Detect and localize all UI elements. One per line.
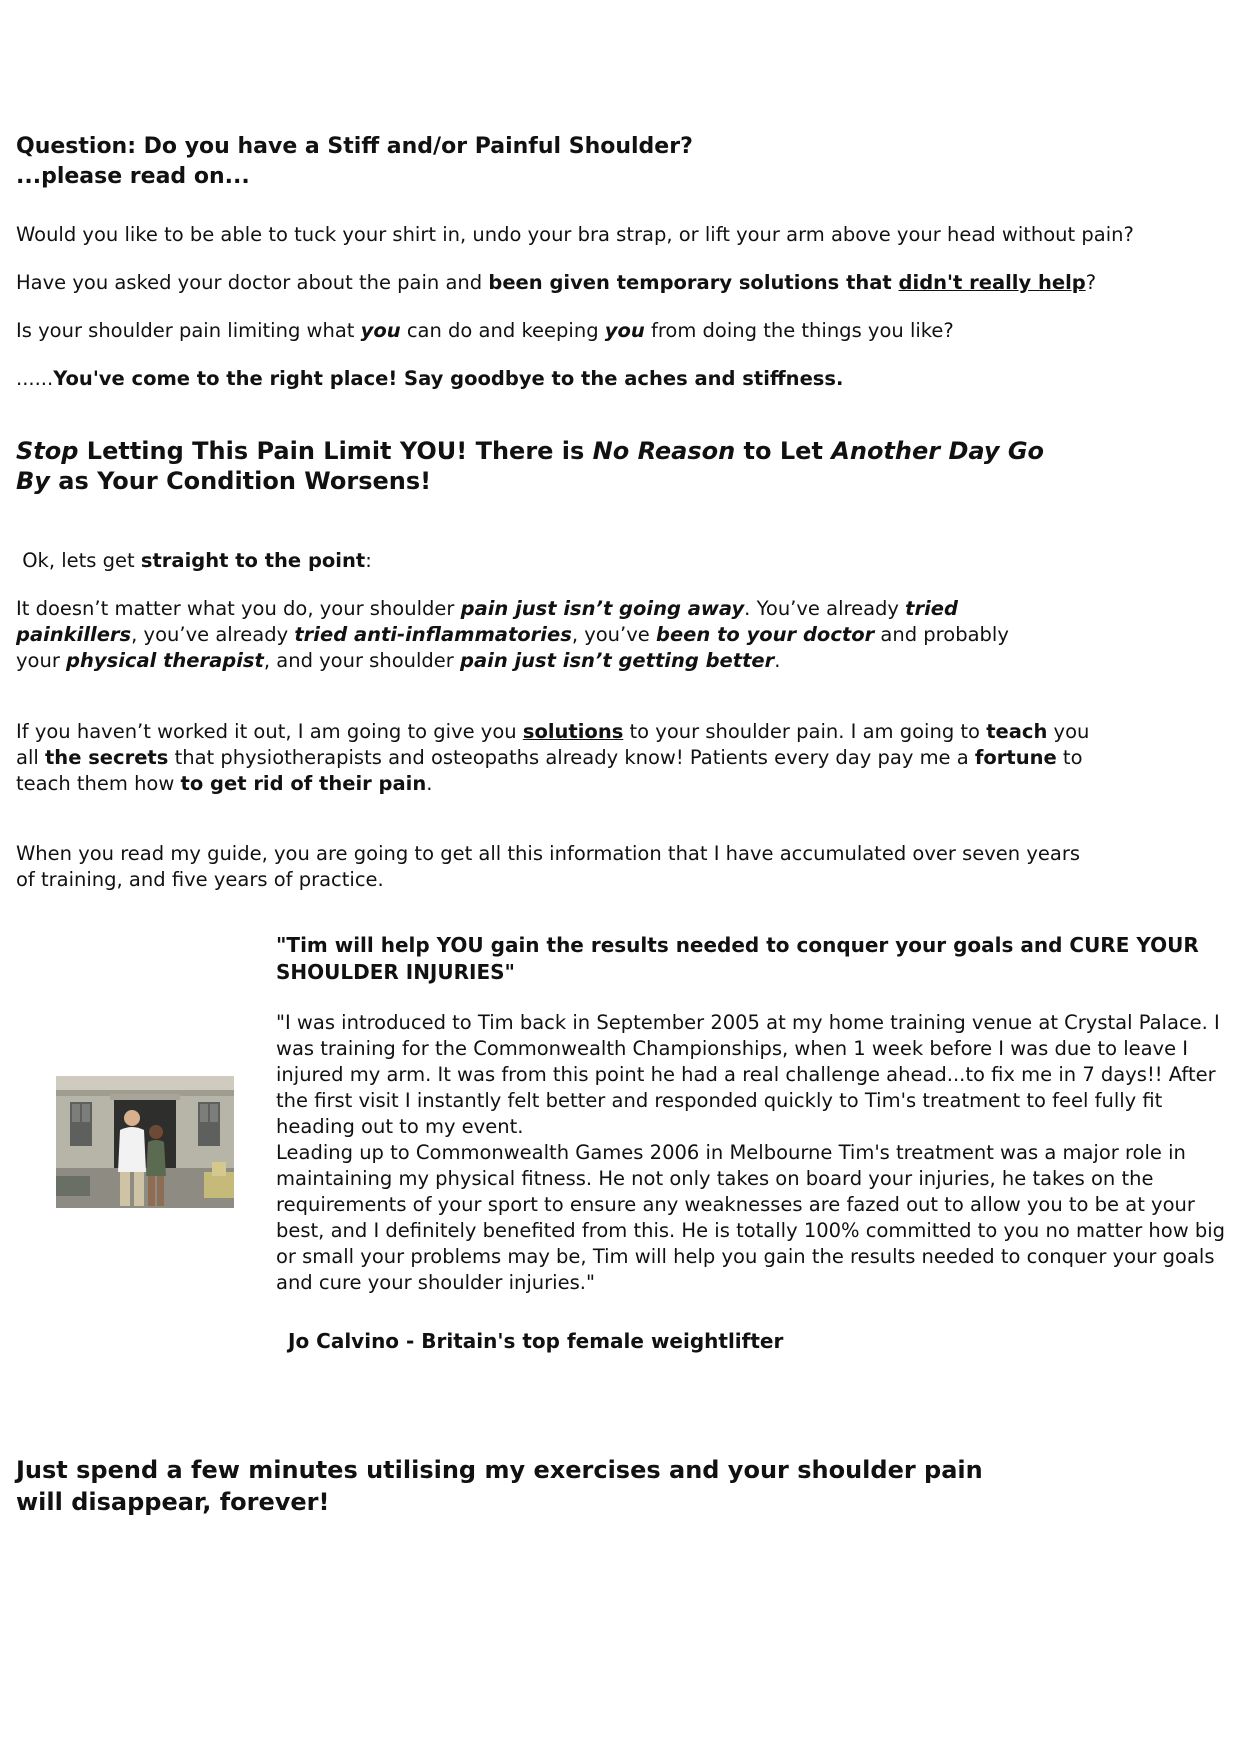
- testimonial-body: [276, 1010, 1231, 1296]
- testimonial-body-paragraph-2: Leading up to Commonwealth Games 2006 in Melbourne Tim's treatment was a major role in maintaining my physical fitness. He not only takes on board your injuries, he takes on the requirements of your sport to ensure any weaknesses are fazed out to allow you to be at your best, and I definitely benefited from this. He is totally 100% committed to you no matter how big or small your problems may be, Tim will help you gain the results needed to conquer your goals and cure your shoulder injuries.": [276, 1141, 1226, 1294]
- question-heading-line2: ...please read on...: [16, 164, 250, 189]
- testimonial-body-paragraph-1: "I was introduced to Tim back in September 2005 at my home training venue at Crystal Palace. I was training for the Commonwealth Championships, when 1 week before I was due to leave I injured my arm. It was from this point he had a real challenge ahead...to fix me in 7 days!! After the first visit I instantly felt better and responded quickly to Tim's treatment to feel fully fit heading out to my event.: [276, 1011, 1220, 1138]
- stop-heading: Stop Letting This Pain Limit YOU! There is No Reason to Let Another Day Go By as Your Condition Worsens!: [16, 437, 1045, 495]
- matter-paragraph: It doesn’t matter what you do, your shoulder pain just isn’t going away. You’ve already tried painkillers, you’ve already tried anti-inflammatories, you’ve been to your doctor and probably your physical therapist, and your shoulder pain just isn’t getting better.: [16, 597, 1009, 672]
- question-heading-line1: Question: Do you have a Stiff and/or Painful Shoulder?: [16, 134, 693, 159]
- final-heading: Just spend a few minutes utilising my exercises and your shoulder pain will disappear, forever!: [16, 1456, 983, 1516]
- guide-paragraph: When you read my guide, you are going to get all this information that I have accumulated over seven years of training, and five years of practice.: [16, 842, 1080, 891]
- point-paragraph: Ok, lets get straight to the point:: [16, 549, 372, 572]
- testimonial-photo: [56, 1076, 234, 1208]
- question-heading: [16, 132, 693, 192]
- testimonial-photo-image: [56, 1076, 234, 1208]
- intro-paragraph-4: ......You've come to the right place! Say goodbye to the aches and stiffness.: [16, 367, 844, 390]
- testimonial-signature: Jo Calvino - Britain's top female weightlifter: [288, 1329, 784, 1353]
- testimonial-headline: "Tim will help YOU gain the results needed to conquer your goals and CURE YOUR SHOULDER INJURIES": [276, 933, 1199, 984]
- solutions-paragraph: If you haven’t worked it out, I am going to give you solutions to your shoulder pain. I am going to teach you all the secrets that physiotherapists and osteopaths already know! Patients every day pay me a fortune to teach them how to get rid of their pain.: [16, 720, 1090, 795]
- intro-paragraph-2: Have you asked your doctor about the pain and been given temporary solutions that didn't really help?: [16, 271, 1097, 294]
- intro-paragraph-3: Is your shoulder pain limiting what you can do and keeping you from doing the things you like?: [16, 319, 954, 342]
- intro-paragraph-1: Would you like to be able to tuck your shirt in, undo your bra strap, or lift your arm above your head without pain?: [16, 223, 1134, 246]
